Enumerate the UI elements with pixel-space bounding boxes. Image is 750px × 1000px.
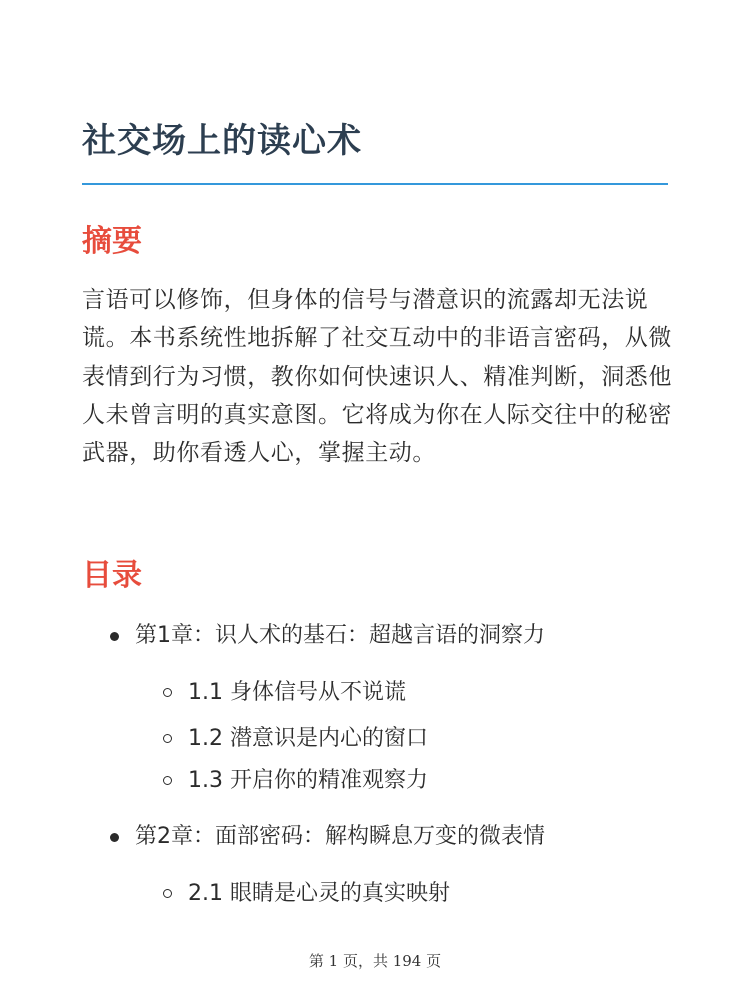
hollow-bullet-icon <box>163 776 172 785</box>
toc-section-label: 1.1 身体信号从不说谎 <box>188 680 406 705</box>
hollow-bullet-icon <box>163 688 172 697</box>
hollow-bullet-icon <box>163 889 172 898</box>
bullet-icon <box>110 632 119 641</box>
toc-section-label: 1.2 潜意识是内心的窗口 <box>188 726 428 751</box>
abstract-paragraph: 言语可以修饰，但身体的信号与潜意识的流露却无法说谎。本书系统性地拆解了社交互动中的非语言密码，从微表情到行为习惯，教你如何快速识人、精准判断，洞悉他人未曾言明的真实意图。它将成为你在人际交往中的秘密武器，助你看透人心，掌握主动。 <box>82 287 672 467</box>
toc-heading: 目录 <box>82 558 142 593</box>
hollow-bullet-icon <box>163 734 172 743</box>
toc-section-label: 2.1 眼睛是心灵的真实映射 <box>188 881 450 906</box>
toc-section-label: 1.3 开启你的精准观察力 <box>188 768 428 793</box>
document-title: 社交场上的读心术 <box>82 121 362 161</box>
bullet-icon <box>110 833 119 842</box>
page-number-footer: 第 1 页，共 194 页 <box>308 952 442 970</box>
abstract-heading: 摘要 <box>82 224 142 259</box>
toc-chapter-label: 第2章：面部密码：解构瞬息万变的微表情 <box>135 824 545 849</box>
toc-chapter-label: 第1章：识人术的基石：超越言语的洞察力 <box>135 623 545 648</box>
